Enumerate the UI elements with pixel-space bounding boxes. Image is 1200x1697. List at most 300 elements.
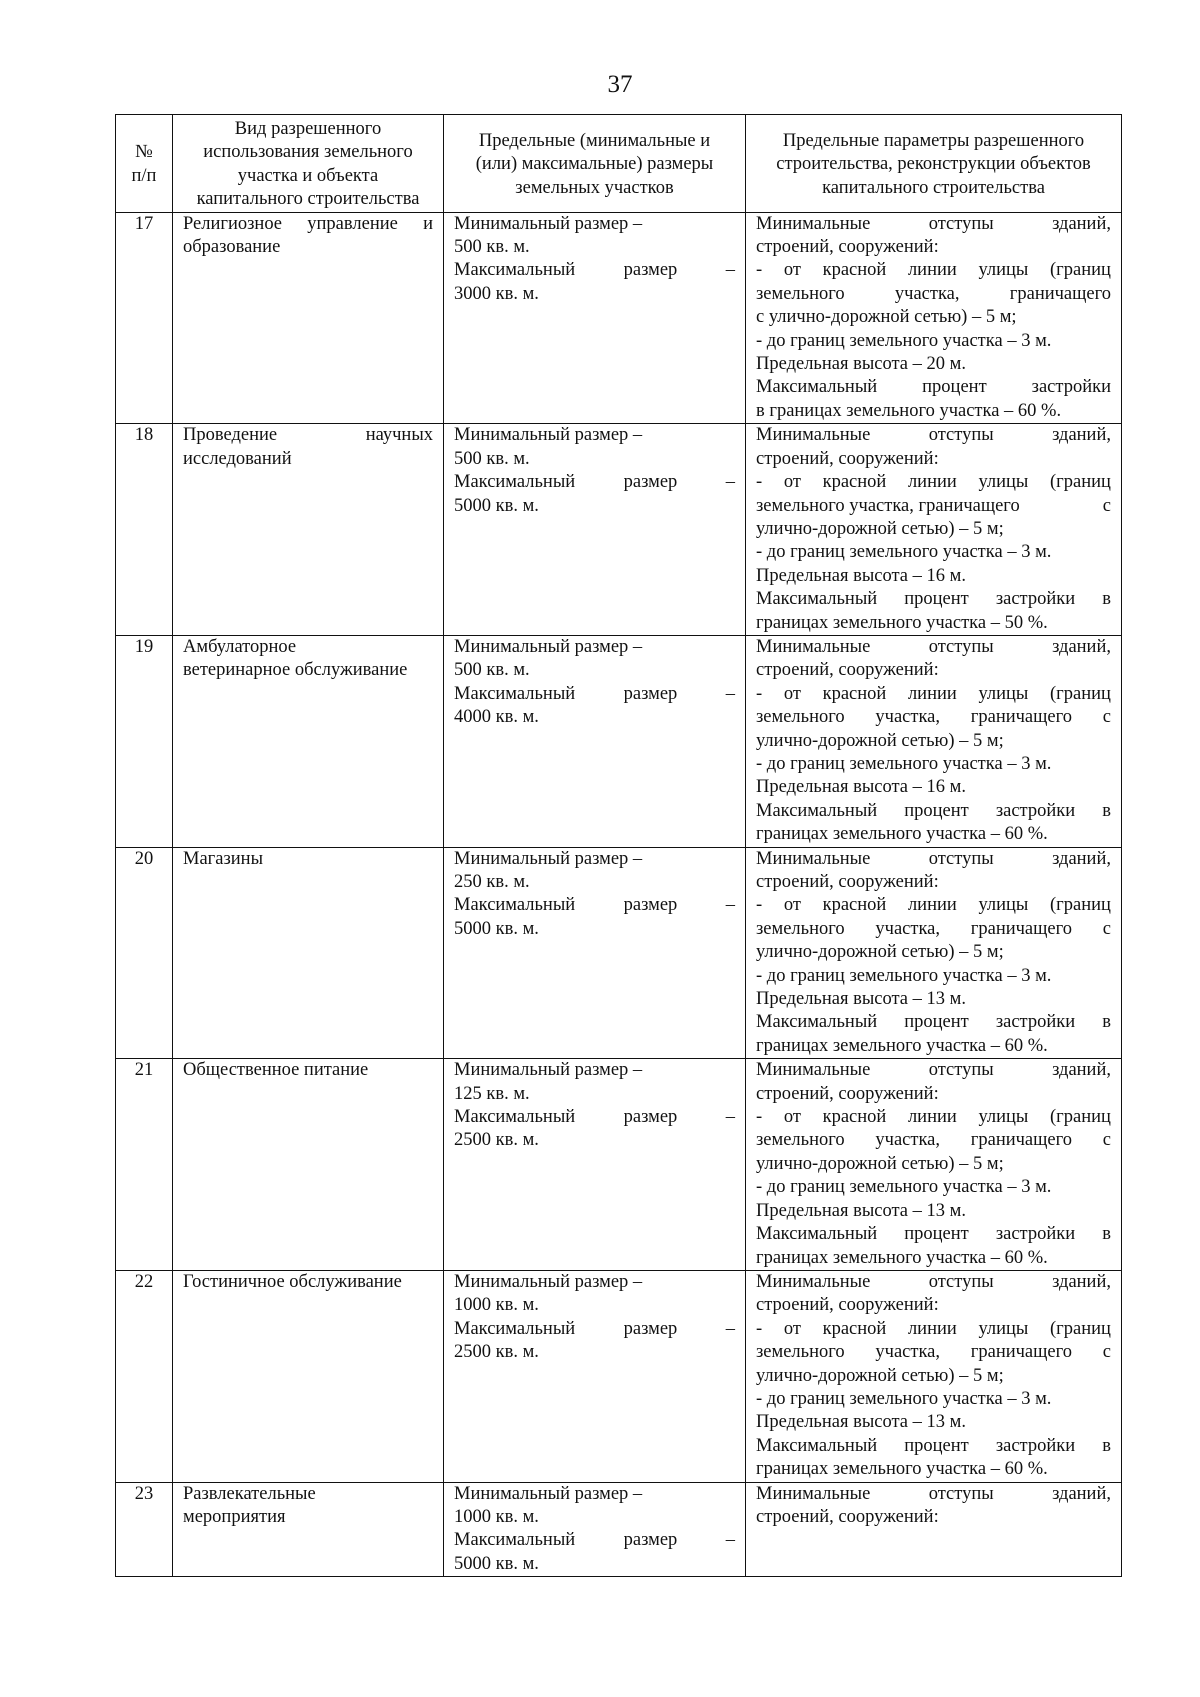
cell-line <box>454 1529 735 1552</box>
plot-size-cell <box>444 212 746 424</box>
cell-word: Общественное питание <box>183 1060 369 1081</box>
header-line: № <box>135 142 153 163</box>
cell-word: Минимальные <box>756 1060 871 1081</box>
cell-line <box>756 1176 1111 1199</box>
cell-word: с улично-дорожной сетью) – 5 м; <box>756 307 1017 328</box>
cell-line <box>756 706 1111 729</box>
cell-line <box>756 800 1111 823</box>
cell-word: застройки <box>1031 377 1111 398</box>
cell-word: улицы <box>978 1318 1029 1339</box>
cell-word: участка, <box>894 283 960 304</box>
cell-line <box>454 1083 735 1106</box>
cell-line <box>756 918 1111 941</box>
cell-line <box>756 1483 1111 1506</box>
construction-parameters-cell <box>746 1482 1122 1577</box>
header-number <box>116 115 173 213</box>
cell-line <box>756 1506 1111 1529</box>
cell-word: 500 кв. м. <box>454 448 530 469</box>
table-row <box>116 847 1122 1059</box>
cell-line <box>756 1247 1111 1270</box>
cell-word: застройки <box>995 1012 1076 1033</box>
cell-line <box>756 776 1111 799</box>
cell-word: границах земельного участка – 50 %. <box>756 612 1048 633</box>
cell-word: граничащего <box>970 1342 1072 1363</box>
cell-line <box>454 918 735 941</box>
cell-word: - <box>756 472 763 493</box>
cell-word: граничащего <box>970 918 1072 939</box>
cell-word: участка, <box>875 1130 941 1151</box>
cell-line <box>454 1271 735 1294</box>
cell-word: зданий, <box>1052 213 1111 234</box>
cell-word: в <box>1102 800 1111 821</box>
header-line: Вид разрешенного <box>234 119 382 139</box>
cell-line <box>756 1341 1111 1364</box>
cell-word: Минимальный размер – <box>454 425 643 446</box>
cell-word: красной <box>822 683 887 704</box>
cell-word: Максимальный <box>756 1012 878 1033</box>
cell-line <box>756 1223 1111 1246</box>
header-plot-sizes <box>444 115 746 213</box>
cell-line <box>756 376 1111 399</box>
cell-word: Максимальный <box>454 1530 576 1551</box>
cell-word: Максимальный <box>454 1318 576 1339</box>
cell-word: 1000 кв. м. <box>454 1506 539 1527</box>
cell-word: размер <box>623 472 678 493</box>
header-line: земельных участков <box>515 177 674 198</box>
plot-size-cell <box>444 1482 746 1577</box>
cell-line <box>454 448 735 471</box>
cell-word: – <box>725 472 735 493</box>
cell-word: с <box>1102 1342 1111 1363</box>
cell-word: исследований <box>183 448 292 469</box>
cell-line <box>454 659 735 682</box>
cell-line <box>454 283 735 306</box>
cell-word: - <box>756 1318 763 1339</box>
row-number: 22 <box>116 1270 173 1482</box>
header-line: капитального строительства <box>196 189 420 210</box>
table-row <box>116 635 1122 847</box>
cell-word: строений, сооружений: <box>756 872 939 892</box>
cell-word: зданий, <box>1052 848 1111 869</box>
cell-word: Минимальные <box>756 848 871 869</box>
cell-word: - <box>756 1107 763 1128</box>
cell-word: с <box>1102 495 1111 516</box>
cell-line <box>756 988 1111 1011</box>
cell-line <box>756 612 1111 635</box>
cell-line <box>756 236 1111 259</box>
cell-word: (границ <box>1050 683 1111 704</box>
cell-line <box>756 1035 1111 1058</box>
construction-parameters-cell <box>746 1270 1122 1482</box>
cell-line <box>756 1435 1111 1458</box>
cell-line <box>454 848 735 871</box>
cell-word: Минимальный размер – <box>454 1271 643 1292</box>
cell-word: земельного <box>756 918 845 939</box>
cell-line <box>756 259 1111 282</box>
cell-line <box>756 1458 1111 1481</box>
cell-word: процент <box>922 377 987 398</box>
cell-line <box>756 1059 1111 1082</box>
table-row <box>116 1270 1122 1482</box>
cell-word: участка, <box>875 1342 941 1363</box>
cell-word: в <box>1102 589 1111 610</box>
cell-line <box>756 1388 1111 1411</box>
cell-word: процент <box>904 1224 969 1245</box>
cell-word: от <box>783 1107 801 1128</box>
row-number: 17 <box>116 212 173 424</box>
cell-line <box>756 471 1111 494</box>
cell-line <box>454 495 735 518</box>
zoning-regulations-table <box>115 114 1122 1577</box>
cell-word: Развлекательные <box>183 1483 316 1504</box>
cell-word: управление <box>307 213 398 234</box>
cell-word: Минимальные <box>756 213 871 234</box>
construction-parameters-cell <box>746 424 1122 636</box>
cell-word: отступы <box>928 636 994 657</box>
construction-parameters-cell <box>746 635 1122 847</box>
construction-parameters-cell <box>746 212 1122 424</box>
cell-word: красной <box>822 260 887 281</box>
cell-word: научных <box>365 425 433 446</box>
cell-line <box>756 448 1111 471</box>
table-row <box>116 424 1122 636</box>
cell-word: - <box>756 895 763 916</box>
cell-line <box>756 894 1111 917</box>
cell-word: размер <box>623 683 678 704</box>
cell-word: размер <box>623 1107 678 1128</box>
cell-word: улицы <box>978 895 1029 916</box>
cell-line <box>756 588 1111 611</box>
cell-line <box>756 871 1111 894</box>
cell-word: - до границ земельного участка – 3 м. <box>756 753 1052 774</box>
cell-word: 500 кв. м. <box>454 237 530 258</box>
cell-word: отступы <box>928 425 994 446</box>
cell-line <box>454 1483 735 1506</box>
cell-line <box>756 1200 1111 1223</box>
cell-word: границах земельного участка – 60 %. <box>756 824 1048 845</box>
cell-word: - <box>756 260 763 281</box>
cell-word: процент <box>904 1435 969 1456</box>
cell-line <box>454 683 735 706</box>
header-line: строительства, реконструкции объектов <box>776 154 1091 175</box>
cell-line <box>454 1129 735 1152</box>
header-line: участка и объекта <box>237 165 379 186</box>
cell-word: Максимальный <box>454 260 576 281</box>
cell-word: размер <box>623 260 678 281</box>
land-use-type-cell <box>173 1482 444 1577</box>
cell-line <box>756 518 1111 541</box>
cell-word: Минимальный размер – <box>454 1060 643 1081</box>
cell-word: улично-дорожной сетью) – 5 м; <box>756 730 1004 751</box>
cell-word: застройки <box>995 1435 1076 1456</box>
cell-line <box>756 541 1111 564</box>
land-use-type-cell <box>173 424 444 636</box>
cell-line <box>454 1106 735 1129</box>
cell-line <box>183 448 433 471</box>
cell-line <box>756 1083 1111 1106</box>
table-row <box>116 1482 1122 1577</box>
land-use-type-cell <box>173 212 444 424</box>
cell-line <box>183 1483 433 1506</box>
plot-size-cell <box>444 635 746 847</box>
cell-word: улично-дорожной сетью) – 5 м; <box>756 942 1004 963</box>
cell-line <box>756 1153 1111 1176</box>
row-number: 20 <box>116 847 173 1059</box>
cell-line <box>756 848 1111 871</box>
cell-line <box>756 353 1111 376</box>
cell-word: Минимальный размер – <box>454 848 643 869</box>
cell-word: Амбулаторное <box>183 636 297 657</box>
cell-line <box>756 823 1111 846</box>
cell-line <box>756 283 1111 306</box>
cell-word: 5000 кв. м. <box>454 1553 539 1574</box>
cell-word: участка, <box>875 918 941 939</box>
cell-word: земельного <box>756 283 845 304</box>
cell-word: от <box>783 1318 801 1339</box>
cell-line <box>756 636 1111 659</box>
cell-line <box>756 659 1111 682</box>
cell-word: в <box>1102 1012 1111 1033</box>
cell-word: с <box>1102 1130 1111 1151</box>
cell-word: граничащего <box>970 707 1072 728</box>
cell-word: Предельная высота – 13 м. <box>756 989 966 1010</box>
cell-word: Минимальные <box>756 425 871 446</box>
cell-line <box>454 1318 735 1341</box>
cell-word: процент <box>904 800 969 821</box>
cell-line <box>183 1506 433 1529</box>
cell-word: в <box>1102 1224 1111 1245</box>
cell-word: строений, сооружений: <box>756 448 939 469</box>
cell-word: Предельная высота – 16 м. <box>756 777 966 798</box>
plot-size-cell <box>444 1270 746 1482</box>
header-land-use-type <box>173 115 444 213</box>
cell-word: процент <box>904 589 969 610</box>
cell-line <box>183 636 433 659</box>
cell-word: Максимальный <box>756 377 878 398</box>
cell-word: линии <box>907 1107 957 1128</box>
cell-word: улично-дорожной сетью) – 5 м; <box>756 1365 1004 1386</box>
cell-line <box>756 565 1111 588</box>
cell-word: красной <box>822 1318 887 1339</box>
row-number: 19 <box>116 635 173 847</box>
table-header-row <box>116 115 1122 213</box>
cell-line <box>454 424 735 447</box>
header-line: Предельные параметры разрешенного <box>782 130 1085 151</box>
cell-word: 500 кв. м. <box>454 660 530 681</box>
cell-word: отступы <box>928 213 994 234</box>
cell-line <box>756 730 1111 753</box>
cell-word: красной <box>822 472 887 493</box>
cell-line <box>454 236 735 259</box>
cell-word: Предельная высота – 20 м. <box>756 354 966 375</box>
cell-word: – <box>725 1318 735 1339</box>
cell-word: зданий, <box>1052 636 1111 657</box>
cell-word: границах земельного участка – 60 %. <box>756 1035 1048 1056</box>
cell-word: Минимальный размер – <box>454 636 643 657</box>
cell-word: Максимальный <box>454 895 576 916</box>
header-line: капитального строительства <box>822 177 1045 198</box>
cell-word: застройки <box>995 1224 1076 1245</box>
cell-word: границах земельного участка – 60 %. <box>756 1459 1048 1480</box>
cell-word: - до границ земельного участка – 3 м. <box>756 965 1052 986</box>
cell-word: – <box>725 260 735 281</box>
cell-line <box>756 330 1111 353</box>
cell-word: 3000 кв. м. <box>454 283 539 304</box>
cell-line <box>454 259 735 282</box>
header-line: п/п <box>131 165 157 186</box>
cell-word: 250 кв. м. <box>454 872 530 892</box>
cell-word: земельного участка, граничащего <box>756 495 1020 516</box>
cell-word: образование <box>183 237 281 258</box>
construction-parameters-cell <box>746 847 1122 1059</box>
cell-word: улично-дорожной сетью) – 5 м; <box>756 518 1004 539</box>
cell-word: 4000 кв. м. <box>454 707 539 728</box>
cell-line <box>183 424 433 447</box>
cell-word: зданий, <box>1052 1271 1111 1292</box>
cell-line <box>183 1271 433 1294</box>
cell-word: отступы <box>928 1271 994 1292</box>
cell-word: строений, сооружений: <box>756 1083 939 1104</box>
cell-word: размер <box>623 1318 678 1339</box>
cell-line <box>183 236 433 259</box>
cell-word: отступы <box>928 1483 994 1504</box>
cell-word: Максимальный <box>454 683 576 704</box>
table-body <box>116 212 1122 1577</box>
cell-word: зданий, <box>1052 425 1111 446</box>
cell-line <box>454 871 735 894</box>
cell-word: 2500 кв. м. <box>454 1342 539 1363</box>
cell-word: мероприятия <box>183 1506 286 1527</box>
land-use-type-cell <box>173 1059 444 1271</box>
cell-line <box>756 1365 1111 1388</box>
cell-word: от <box>783 260 801 281</box>
cell-line <box>756 400 1111 423</box>
cell-word: 1000 кв. м. <box>454 1295 539 1316</box>
cell-line <box>756 1411 1111 1434</box>
cell-word: и <box>423 213 433 234</box>
cell-word: линии <box>907 472 957 493</box>
cell-word: ветеринарное обслуживание <box>183 660 408 681</box>
cell-line <box>454 471 735 494</box>
cell-word: с <box>1102 918 1111 939</box>
cell-word: Предельная высота – 16 м. <box>756 565 966 586</box>
cell-word: 2500 кв. м. <box>454 1130 539 1151</box>
cell-word: строений, сооружений: <box>756 1295 939 1316</box>
cell-line <box>756 1271 1111 1294</box>
cell-word: отступы <box>928 1060 994 1081</box>
cell-line <box>183 659 433 682</box>
cell-word: строений, сооружений: <box>756 1506 939 1527</box>
cell-word: земельного <box>756 707 845 728</box>
cell-word: 5000 кв. м. <box>454 495 539 516</box>
cell-word: Максимальный <box>756 800 878 821</box>
cell-word: Предельная высота – 13 м. <box>756 1200 966 1221</box>
cell-word: Минимальный размер – <box>454 1483 643 1504</box>
cell-word: граничащего <box>970 1130 1072 1151</box>
cell-word: красной <box>822 895 887 916</box>
cell-word: застройки <box>995 589 1076 610</box>
cell-line <box>183 1059 433 1082</box>
cell-word: линии <box>907 260 957 281</box>
cell-word: Минимальные <box>756 1483 871 1504</box>
cell-word: земельного <box>756 1342 845 1363</box>
cell-line <box>454 706 735 729</box>
cell-word: процент <box>904 1012 969 1033</box>
cell-word: 5000 кв. м. <box>454 918 539 939</box>
cell-word: Максимальный <box>454 1107 576 1128</box>
cell-word: отступы <box>928 848 994 869</box>
cell-word: – <box>725 895 735 916</box>
cell-line <box>756 306 1111 329</box>
header-line: использования земельного <box>203 142 413 163</box>
cell-word: Максимальный <box>756 1435 878 1456</box>
cell-word: – <box>725 1107 735 1128</box>
cell-word: улицы <box>978 472 1029 493</box>
cell-word: Минимальный размер – <box>454 213 643 234</box>
cell-word: от <box>783 472 801 493</box>
cell-word: (границ <box>1050 1107 1111 1128</box>
cell-word: Предельная высота – 13 м. <box>756 1412 966 1433</box>
header-construction-parameters <box>746 115 1122 213</box>
cell-line <box>756 1011 1111 1034</box>
cell-word: от <box>783 683 801 704</box>
cell-word: - до границ земельного участка – 3 м. <box>756 1177 1052 1198</box>
header-line: (или) максимальные) размеры <box>475 154 714 175</box>
cell-line <box>756 941 1111 964</box>
cell-word: Магазины <box>183 848 263 869</box>
row-number: 23 <box>116 1482 173 1577</box>
cell-word: линии <box>907 895 957 916</box>
cell-word: Максимальный <box>756 589 878 610</box>
cell-word: – <box>725 683 735 704</box>
cell-line <box>454 1059 735 1082</box>
cell-line <box>756 1294 1111 1317</box>
cell-word: границах земельного участка – 60 %. <box>756 1247 1048 1268</box>
cell-word: Проведение <box>183 425 278 446</box>
cell-line <box>183 848 433 871</box>
cell-word: Максимальный <box>454 472 576 493</box>
cell-word: улицы <box>978 260 1029 281</box>
header-line: Предельные (минимальные и <box>478 130 711 151</box>
cell-line <box>756 965 1111 988</box>
row-number: 21 <box>116 1059 173 1271</box>
cell-word: линии <box>907 1318 957 1339</box>
construction-parameters-cell <box>746 1059 1122 1271</box>
cell-line <box>756 213 1111 236</box>
cell-word: Религиозное <box>183 213 283 234</box>
cell-word: - до границ земельного участка – 3 м. <box>756 542 1052 563</box>
cell-word: строений, сооружений: <box>756 237 939 258</box>
land-use-type-cell <box>173 635 444 847</box>
cell-word: застройки <box>995 800 1076 821</box>
cell-word: размер <box>623 1530 678 1551</box>
cell-word: участка, <box>875 707 941 728</box>
cell-word: линии <box>907 683 957 704</box>
cell-word: (границ <box>1050 1318 1111 1339</box>
cell-word: с <box>1102 707 1111 728</box>
cell-word: от <box>783 895 801 916</box>
cell-line <box>756 424 1111 447</box>
cell-word: – <box>725 1530 735 1551</box>
cell-line <box>756 1318 1111 1341</box>
cell-line <box>454 1294 735 1317</box>
cell-line <box>756 753 1111 776</box>
cell-word: зданий, <box>1052 1060 1111 1081</box>
cell-line <box>454 1506 735 1529</box>
cell-word: строений, сооружений: <box>756 660 939 681</box>
cell-word: Минимальные <box>756 636 871 657</box>
cell-word: граничащего <box>1009 283 1111 304</box>
